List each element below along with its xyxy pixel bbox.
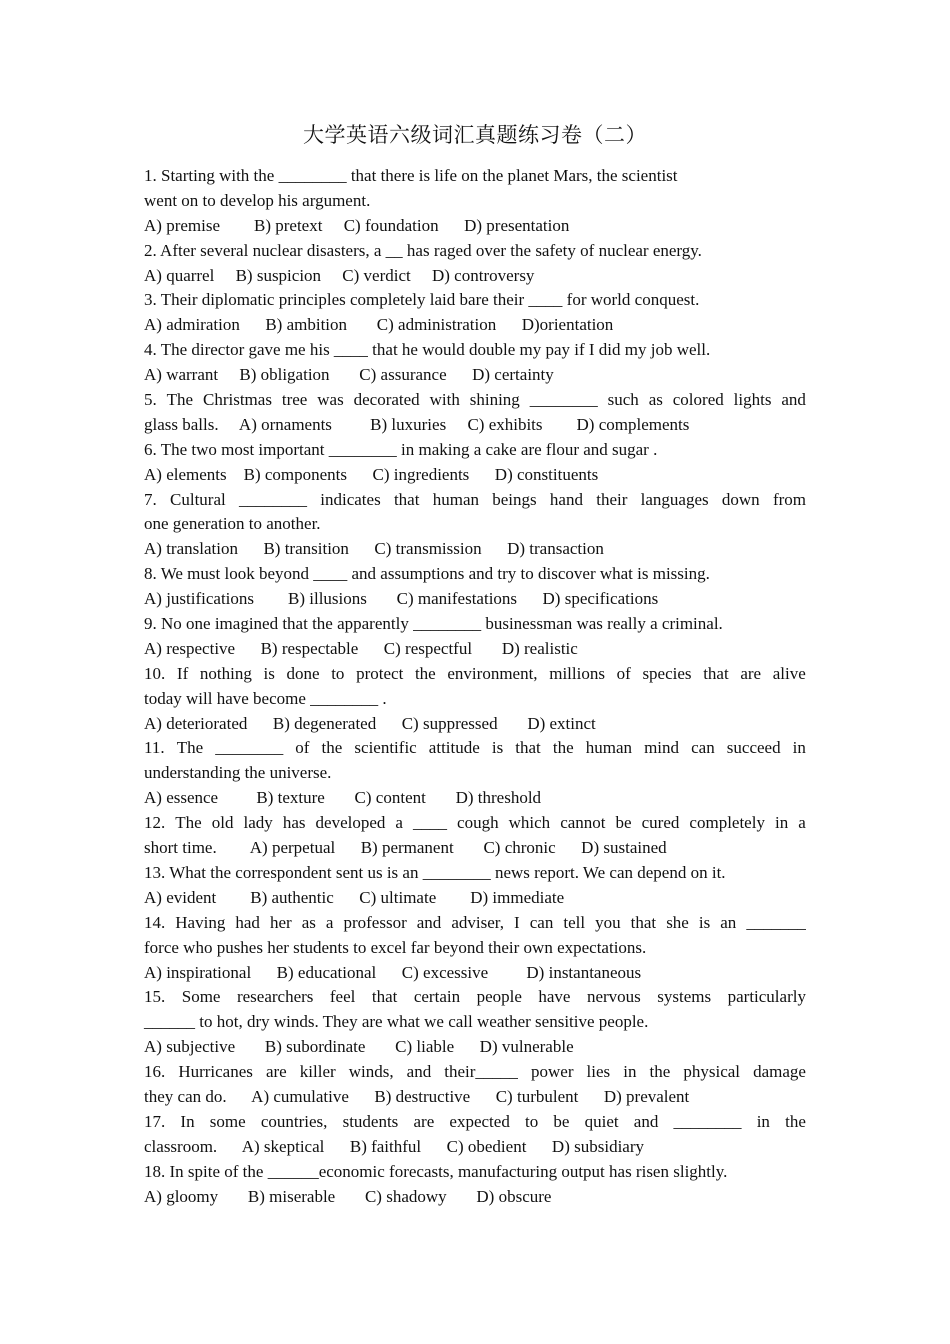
word: had	[235, 912, 260, 932]
word: be	[553, 1111, 570, 1131]
word: cannot	[560, 813, 606, 833]
word: If	[176, 663, 189, 683]
word: down	[721, 489, 760, 509]
text-line: 3. Their diplomatic principles completely laid bare their ____ for world conquest.	[144, 290, 700, 310]
word: to	[331, 663, 345, 683]
text-line: 4. The director gave me his ____ that he would double my pay if I did my job well.	[144, 340, 711, 360]
text-line	[144, 811, 806, 836]
word: decorated	[353, 390, 420, 410]
word: be	[615, 813, 632, 833]
word: cough	[457, 813, 499, 833]
word: some	[209, 1111, 246, 1131]
word: colored	[672, 390, 724, 410]
word: the	[649, 1062, 671, 1082]
word: _______	[746, 912, 806, 932]
word: particularly	[727, 987, 806, 1007]
word: that	[371, 987, 398, 1007]
word: 17.	[144, 1111, 166, 1131]
text-line	[144, 388, 806, 413]
word: a	[395, 813, 403, 833]
word: the	[414, 663, 436, 683]
text-line	[144, 488, 806, 513]
word: 7.	[144, 489, 157, 509]
text-line: 18. In spite of the ______economic forecasts, manufacturing output has risen slightly.	[144, 1161, 728, 1181]
word: she	[666, 912, 689, 932]
text-line: A) respective B) respectable C) respectful D) realistic	[144, 638, 578, 658]
word: with	[429, 390, 460, 410]
word: human	[585, 738, 632, 758]
word: certain	[413, 987, 461, 1007]
word: The	[166, 390, 194, 410]
word: hand	[549, 489, 583, 509]
text-line: today will have become ________ .	[144, 688, 387, 708]
word: the	[321, 738, 343, 758]
word: as	[648, 390, 663, 410]
word: tree	[281, 390, 308, 410]
word: 5.	[144, 390, 157, 410]
word: nothing	[199, 663, 252, 683]
word: has	[282, 813, 306, 833]
text-line: went on to develop his argument.	[144, 190, 371, 210]
text-line: A) translation B) transition C) transmission D) transaction	[144, 539, 604, 559]
word: Hurricanes	[178, 1062, 253, 1082]
word: lies	[586, 1062, 611, 1082]
word: countries,	[260, 1111, 328, 1131]
text-line	[144, 1110, 806, 1135]
text-line	[144, 985, 806, 1010]
word: their	[596, 489, 628, 509]
word: which	[508, 813, 551, 833]
word: can	[691, 738, 715, 758]
text-line: classroom. A) skeptical B) faithful C) obedient D) subsidiary	[144, 1136, 644, 1156]
text-line: A) elements B) components C) ingredients D) constituents	[144, 464, 599, 484]
word: winds,	[348, 1062, 394, 1082]
text-line: short time. A) perpetual B) permanent C) chronic D) sustained	[144, 838, 667, 858]
text-line: ______ to hot, dry winds. They are what we call weather sensitive people.	[144, 1012, 649, 1032]
word: cured	[641, 813, 680, 833]
word: and	[406, 1062, 432, 1082]
word: are	[265, 1062, 287, 1082]
word: 12.	[144, 813, 166, 833]
word: alive	[772, 663, 806, 683]
text-line: 1. Starting with the ________ that there is life on the planet Mars, the scientist	[144, 166, 678, 185]
word: completely	[689, 813, 765, 833]
word: scientific	[354, 738, 417, 758]
text-line: A) admiration B) ambition C) administration D)orientation	[144, 315, 614, 335]
word: Having	[175, 912, 226, 932]
word: is	[698, 912, 711, 932]
word: is	[263, 663, 275, 683]
word: languages	[640, 489, 709, 509]
word: Some	[181, 987, 221, 1007]
word: their_____	[444, 1062, 518, 1082]
word: are	[740, 663, 762, 683]
word: attitude	[428, 738, 480, 758]
text-line: A) gloomy B) miserable C) shadowy D) obscure	[144, 1186, 552, 1206]
word: Christmas	[203, 390, 272, 410]
word: done	[286, 663, 320, 683]
word: such	[607, 390, 639, 410]
word: expected	[449, 1111, 510, 1131]
word: damage	[753, 1062, 806, 1082]
text-line	[144, 736, 806, 761]
word: ________	[215, 738, 284, 758]
word: that	[393, 489, 420, 509]
word: the	[785, 1111, 806, 1131]
word: and	[781, 390, 806, 410]
word: tell	[563, 912, 586, 932]
word: that	[703, 663, 729, 683]
text-line: A) justifications B) illusions C) manifestations D) specifications	[144, 589, 659, 609]
word: shining	[469, 390, 520, 410]
word: Cultural	[170, 489, 226, 509]
word: adviser,	[451, 912, 505, 932]
word: of	[295, 738, 310, 758]
word: protect	[356, 663, 404, 683]
word: The	[176, 738, 204, 758]
word: and	[416, 912, 442, 932]
text-line: 8. We must look beyond ____ and assumptions and try to discover what is missing.	[144, 564, 710, 584]
word: a	[325, 912, 334, 932]
word: as	[301, 912, 316, 932]
word: that	[630, 912, 657, 932]
word: a	[798, 813, 806, 833]
word: researchers	[236, 987, 314, 1007]
word: indicates	[320, 489, 381, 509]
word: nervous	[586, 987, 641, 1007]
word: succeed	[726, 738, 781, 758]
word: students	[342, 1111, 399, 1131]
word: people	[476, 987, 522, 1007]
word: millions	[549, 663, 605, 683]
word: ____	[413, 813, 447, 833]
word: 11.	[144, 738, 165, 758]
text-line	[144, 1060, 806, 1085]
word: species	[642, 663, 692, 683]
word: of	[616, 663, 631, 683]
word: systems	[657, 987, 712, 1007]
text-line: A) deteriorated B) degenerated C) suppressed D) extinct	[144, 713, 596, 733]
text-line: A) warrant B) obligation C) assurance D) certainty	[144, 365, 554, 385]
text-line: A) essence B) texture C) content D) threshold	[144, 788, 542, 808]
text-line: force who pushes her students to excel far beyond their own expectations.	[144, 937, 647, 957]
page-title: 大学英语六级词汇真题练习卷（二）	[303, 123, 647, 147]
word: ________	[673, 1111, 742, 1131]
word: the	[552, 738, 574, 758]
text-line: 2. After several nuclear disasters, a __ has raged over the safety of nuclear energy.	[144, 240, 702, 260]
word: 16.	[144, 1062, 166, 1082]
word: can	[529, 912, 554, 932]
word: I	[514, 912, 520, 932]
text-line: 9. No one imagined that the apparently ________ businessman was really a criminal.	[144, 614, 723, 634]
word: physical	[683, 1062, 741, 1082]
word: have	[538, 987, 571, 1007]
text-line: A) inspirational B) educational C) excessive D) instantaneous	[144, 962, 642, 982]
word: that	[515, 738, 541, 758]
word: mind	[644, 738, 680, 758]
word: to	[525, 1111, 539, 1131]
word: environment,	[447, 663, 538, 683]
text-line	[144, 911, 806, 936]
word: her	[269, 912, 292, 932]
question-list	[144, 164, 806, 1209]
word: quiet	[584, 1111, 619, 1131]
text-line: one generation to another.	[144, 514, 321, 534]
word: 15.	[144, 987, 166, 1007]
word: developed	[315, 813, 386, 833]
word: killer	[299, 1062, 336, 1082]
word: was	[317, 390, 344, 410]
text-line: A) subjective B) subordinate C) liable D) vulnerable	[144, 1037, 574, 1057]
word: lady	[243, 813, 273, 833]
word: lights	[733, 390, 772, 410]
word: in	[756, 1111, 770, 1131]
word: you	[595, 912, 621, 932]
text-line: A) premise B) pretext C) foundation D) presentation	[144, 215, 570, 235]
word: is	[491, 738, 504, 758]
word: power	[531, 1062, 574, 1082]
word: in	[774, 813, 789, 833]
text-line	[144, 662, 806, 687]
text-line: understanding the universe.	[144, 763, 332, 783]
word: ________	[239, 489, 307, 509]
word: are	[413, 1111, 435, 1131]
text-line: they can do. A) cumulative B) destructive C) turbulent D) prevalent	[144, 1086, 690, 1106]
text-line: A) quarrel B) suspicion C) verdict D) controversy	[144, 265, 535, 285]
word: In	[180, 1111, 195, 1131]
word: old	[211, 813, 234, 833]
word: feel	[329, 987, 356, 1007]
word: beings	[492, 489, 537, 509]
word: 14.	[144, 912, 166, 932]
word: 10.	[144, 663, 166, 683]
text-line: A) evident B) authentic C) ultimate D) immediate	[144, 887, 565, 907]
word: ________	[529, 390, 598, 410]
word: in	[792, 738, 806, 758]
text-line: glass balls. A) ornaments B) luxuries C) exhibits D) complements	[144, 414, 690, 434]
word: professor	[343, 912, 407, 932]
word: human	[432, 489, 479, 509]
text-line: 13. What the correspondent sent us is an ________ news report. We can depend on it.	[144, 862, 726, 882]
word: and	[633, 1111, 659, 1131]
word: from	[772, 489, 806, 509]
word: in	[623, 1062, 637, 1082]
word: The	[175, 813, 202, 833]
text-line: 6. The two most important ________ in making a cake are flour and sugar .	[144, 439, 658, 459]
word: an	[720, 912, 737, 932]
